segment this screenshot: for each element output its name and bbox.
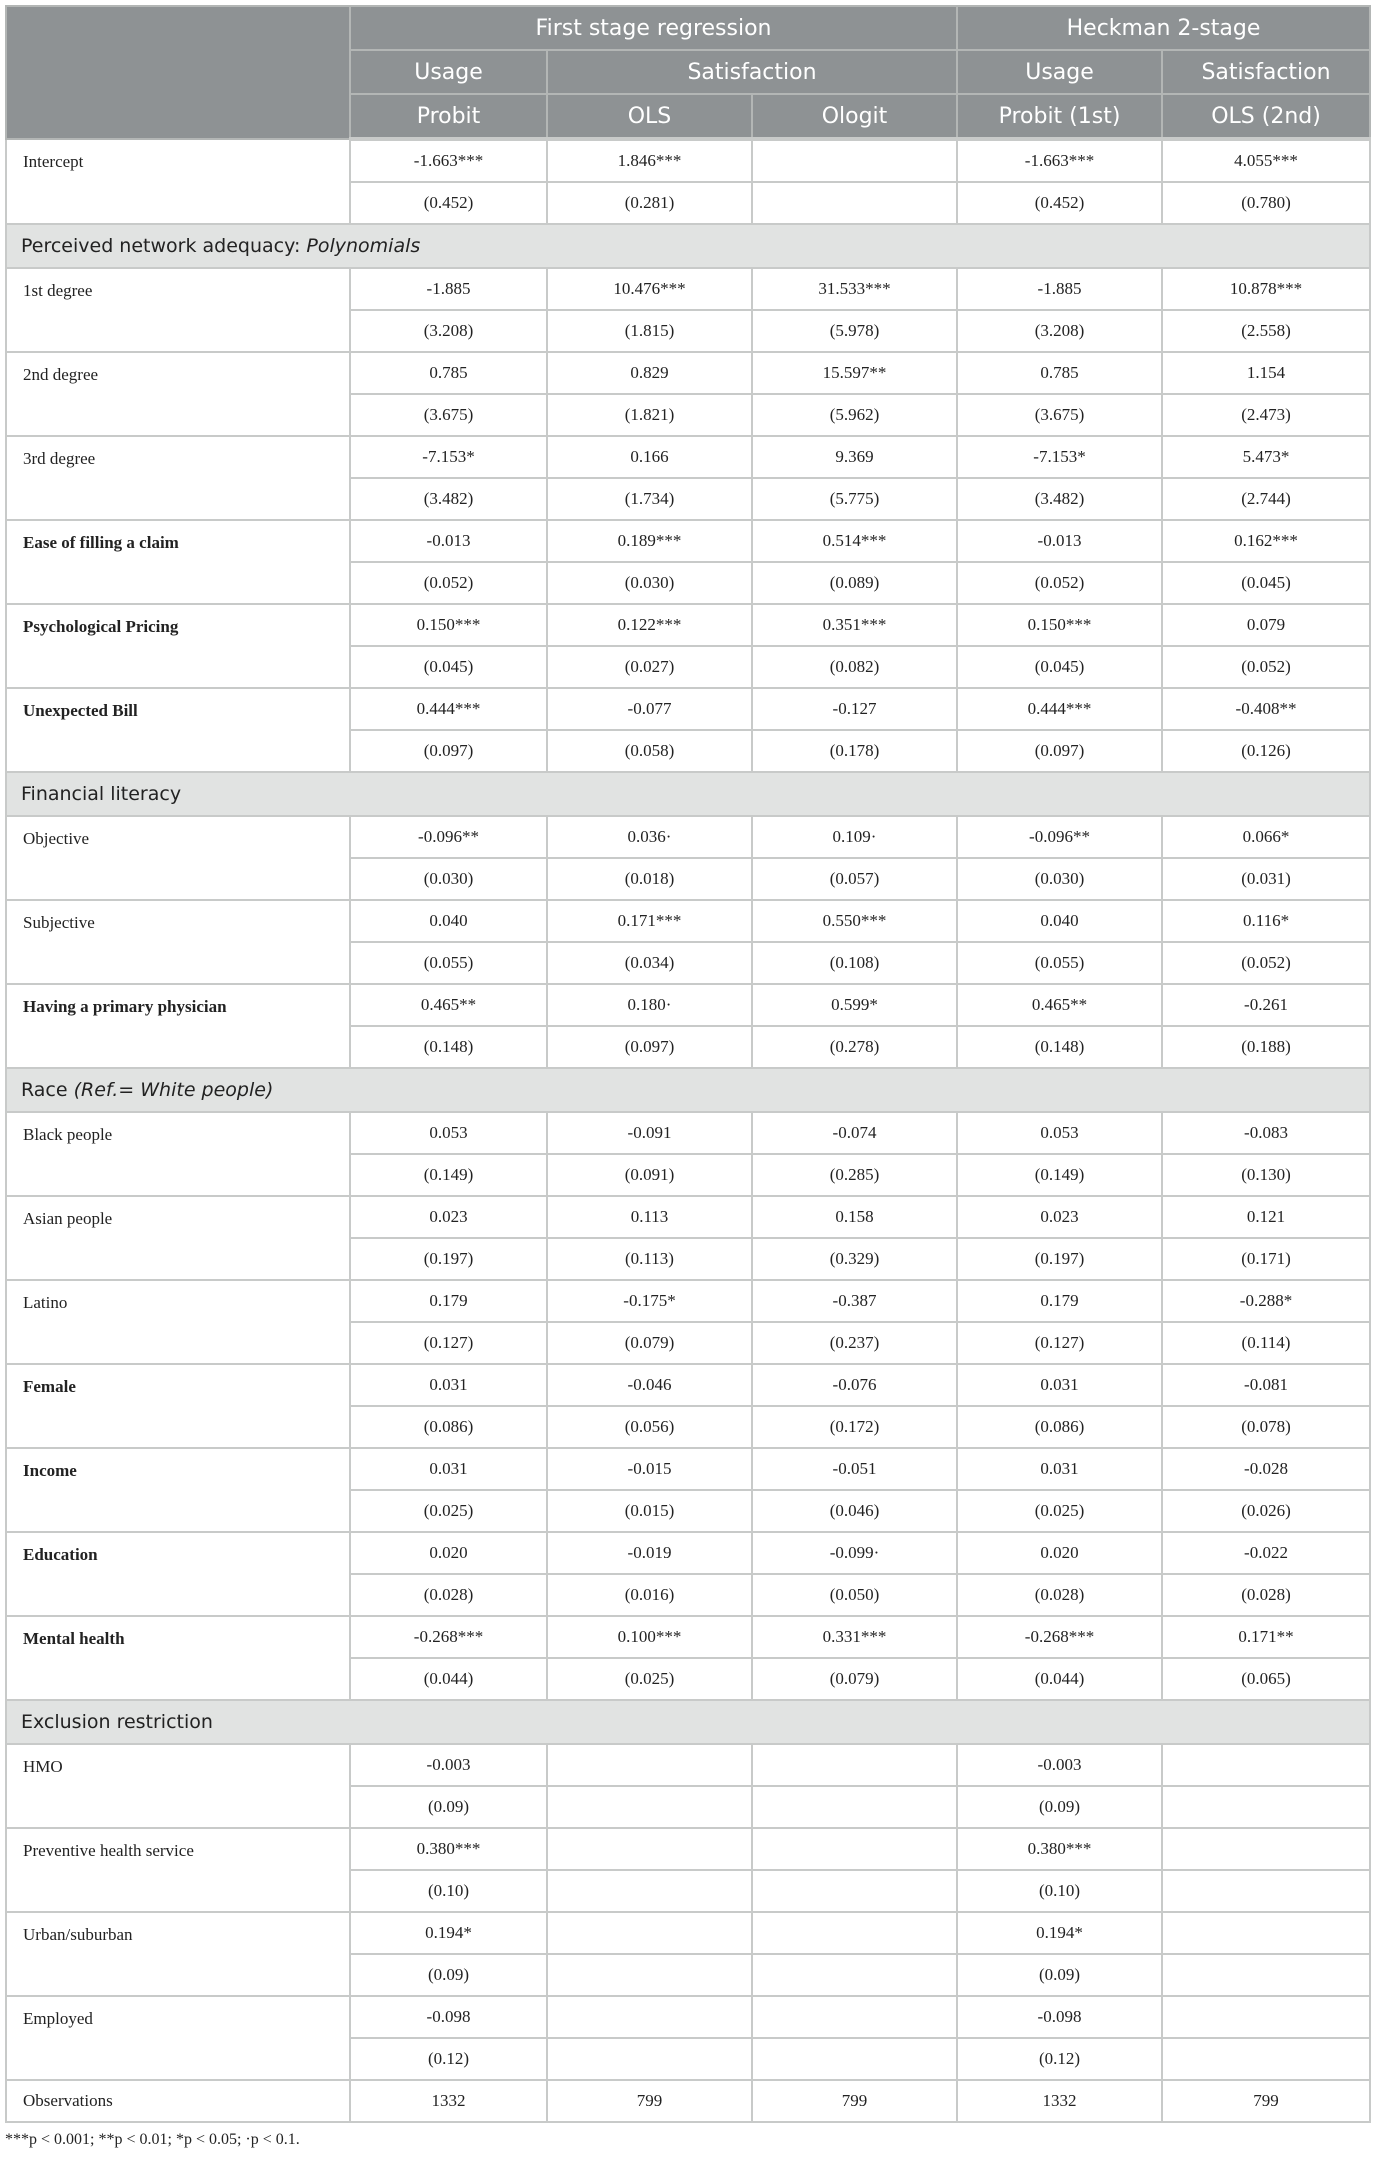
coef-row: [6, 1448, 1370, 1490]
se-cell: [1162, 1954, 1370, 1996]
se-cell: (0.086): [957, 1406, 1162, 1448]
coef-cell: 0.171***: [547, 900, 752, 942]
se-cell: (0.452): [350, 182, 547, 224]
variable-label: 2nd degree: [6, 352, 350, 436]
coef-row: [6, 352, 1370, 394]
se-cell: (0.065): [1162, 1658, 1370, 1700]
se-cell: (0.031): [1162, 858, 1370, 900]
se-cell: (3.208): [957, 310, 1162, 352]
section-row: [6, 224, 1370, 268]
coef-cell: -0.091: [547, 1112, 752, 1154]
variable-label: 3rd degree: [6, 436, 350, 520]
coef-cell: -0.076: [752, 1364, 957, 1406]
se-cell: (0.126): [1162, 730, 1370, 772]
coef-cell: 0.550***: [752, 900, 957, 942]
coef-cell: 0.331***: [752, 1616, 957, 1658]
se-cell: (0.044): [350, 1658, 547, 1700]
coef-cell: 0.189***: [547, 520, 752, 562]
se-cell: (5.978): [752, 310, 957, 352]
variable-label: Employed: [6, 1996, 350, 2080]
variable-label: Subjective: [6, 900, 350, 984]
se-cell: [547, 2038, 752, 2080]
se-cell: (0.148): [350, 1026, 547, 1068]
coef-cell: 1.846***: [547, 139, 752, 182]
coef-cell: 0.150***: [957, 604, 1162, 646]
section-italic: (Ref.= White people): [73, 1079, 274, 1101]
coef-cell: 0.023: [957, 1196, 1162, 1238]
se-cell: (0.09): [350, 1786, 547, 1828]
coef-cell: [1162, 1996, 1370, 2038]
se-cell: [752, 182, 957, 224]
se-cell: (0.050): [752, 1574, 957, 1616]
coef-cell: 0.158: [752, 1196, 957, 1238]
variable-label: Black people: [6, 1112, 350, 1196]
se-cell: (0.148): [957, 1026, 1162, 1068]
coef-row: [6, 816, 1370, 858]
coef-cell: 0.020: [350, 1532, 547, 1574]
coef-cell: 0.116*: [1162, 900, 1370, 942]
se-cell: (0.055): [350, 942, 547, 984]
observations-cell: 1332: [350, 2080, 547, 2122]
se-cell: (3.482): [350, 478, 547, 520]
header-model: Probit: [350, 94, 547, 139]
header-outcome-satisfaction: Satisfaction: [1162, 50, 1370, 94]
observations-cell: 1332: [957, 2080, 1162, 2122]
se-cell: (0.055): [957, 942, 1162, 984]
observations-cell: 799: [752, 2080, 957, 2122]
se-cell: (0.027): [547, 646, 752, 688]
coef-cell: 10.476***: [547, 268, 752, 310]
observations-label: Observations: [6, 2080, 350, 2122]
se-cell: (0.10): [957, 1870, 1162, 1912]
section-row: [6, 1068, 1370, 1112]
coef-row: [6, 1112, 1370, 1154]
se-cell: [752, 2038, 957, 2080]
header-model: OLS: [547, 94, 752, 139]
coef-cell: -0.387: [752, 1280, 957, 1322]
coef-cell: 0.444***: [350, 688, 547, 730]
section-row: [6, 1700, 1370, 1744]
se-cell: (0.097): [957, 730, 1162, 772]
se-cell: (0.12): [350, 2038, 547, 2080]
coef-cell: 0.180·: [547, 984, 752, 1026]
coef-cell: 0.194*: [350, 1912, 547, 1954]
se-cell: (0.086): [350, 1406, 547, 1448]
coef-cell: -0.127: [752, 688, 957, 730]
se-cell: (0.058): [547, 730, 752, 772]
se-cell: (0.091): [547, 1154, 752, 1196]
se-cell: (0.108): [752, 942, 957, 984]
se-cell: (0.178): [752, 730, 957, 772]
variable-label: Income: [6, 1448, 350, 1532]
coef-cell: -0.046: [547, 1364, 752, 1406]
section-label: [6, 1700, 1370, 1744]
coef-cell: -0.013: [957, 520, 1162, 562]
coef-cell: 0.599*: [752, 984, 957, 1026]
coef-row: [6, 1828, 1370, 1870]
coef-cell: -1.663***: [350, 139, 547, 182]
variable-label: Latino: [6, 1280, 350, 1364]
header-group-first-stage: First stage regression: [350, 6, 957, 50]
variable-label: Mental health: [6, 1616, 350, 1700]
coef-cell: 0.031: [957, 1448, 1162, 1490]
variable-label: Intercept: [6, 139, 350, 224]
coef-cell: 0.053: [350, 1112, 547, 1154]
coef-cell: [1162, 1828, 1370, 1870]
coef-cell: 0.023: [350, 1196, 547, 1238]
coef-row: [6, 1744, 1370, 1786]
coef-row: [6, 984, 1370, 1026]
coef-cell: -0.096**: [957, 816, 1162, 858]
coef-cell: 0.113: [547, 1196, 752, 1238]
se-cell: (0.052): [957, 562, 1162, 604]
coef-row: [6, 900, 1370, 942]
coef-cell: 0.162***: [1162, 520, 1370, 562]
coef-cell: 9.369: [752, 436, 957, 478]
se-cell: (0.045): [350, 646, 547, 688]
coef-cell: 10.878***: [1162, 268, 1370, 310]
coef-cell: -0.408**: [1162, 688, 1370, 730]
coef-cell: [547, 1744, 752, 1786]
header-blank: [6, 6, 350, 139]
coef-cell: 0.150***: [350, 604, 547, 646]
header-outcome-satisfaction: Satisfaction: [547, 50, 957, 94]
observations-row: [6, 2080, 1370, 2122]
variable-label: Psychological Pricing: [6, 604, 350, 688]
header-outcome-usage: Usage: [350, 50, 547, 94]
coef-row: [6, 688, 1370, 730]
coef-cell: -0.003: [350, 1744, 547, 1786]
se-cell: (0.044): [957, 1658, 1162, 1700]
observations-cell: 799: [547, 2080, 752, 2122]
se-cell: (0.172): [752, 1406, 957, 1448]
se-cell: (0.052): [1162, 942, 1370, 984]
coef-row: [6, 1280, 1370, 1322]
header-model: Probit (1st): [957, 94, 1162, 139]
se-cell: (2.558): [1162, 310, 1370, 352]
coef-cell: 5.473*: [1162, 436, 1370, 478]
variable-label: HMO: [6, 1744, 350, 1828]
coef-cell: -0.268***: [957, 1616, 1162, 1658]
se-cell: (0.10): [350, 1870, 547, 1912]
variable-label: Ease of filling a claim: [6, 520, 350, 604]
se-cell: (0.149): [957, 1154, 1162, 1196]
se-cell: (0.281): [547, 182, 752, 224]
se-cell: (0.452): [957, 182, 1162, 224]
se-cell: (0.025): [957, 1490, 1162, 1532]
coef-cell: [547, 1828, 752, 1870]
coef-cell: -0.268***: [350, 1616, 547, 1658]
table-header: [6, 6, 1370, 139]
coef-cell: [547, 1996, 752, 2038]
se-cell: (0.025): [350, 1490, 547, 1532]
coef-cell: 0.380***: [957, 1828, 1162, 1870]
section-text: Financial literacy: [21, 783, 182, 805]
coef-cell: -0.074: [752, 1112, 957, 1154]
section-label: [6, 224, 1370, 268]
se-cell: [752, 1870, 957, 1912]
coef-cell: -0.261: [1162, 984, 1370, 1026]
coef-cell: 0.031: [350, 1448, 547, 1490]
se-cell: (0.09): [957, 1786, 1162, 1828]
coef-cell: [1162, 1912, 1370, 1954]
variable-label: Asian people: [6, 1196, 350, 1280]
se-cell: (0.028): [350, 1574, 547, 1616]
se-cell: (0.130): [1162, 1154, 1370, 1196]
se-cell: [1162, 2038, 1370, 2080]
se-cell: (0.015): [547, 1490, 752, 1532]
coef-cell: 0.171**: [1162, 1616, 1370, 1658]
se-cell: (3.675): [350, 394, 547, 436]
coef-cell: 15.597**: [752, 352, 957, 394]
se-cell: [547, 1786, 752, 1828]
variable-label: Education: [6, 1532, 350, 1616]
coef-cell: [752, 1912, 957, 1954]
se-cell: (2.744): [1162, 478, 1370, 520]
coef-cell: -0.083: [1162, 1112, 1370, 1154]
se-cell: (0.030): [957, 858, 1162, 900]
se-cell: (0.089): [752, 562, 957, 604]
se-cell: (0.114): [1162, 1322, 1370, 1364]
coef-row: [6, 139, 1370, 182]
se-cell: (1.821): [547, 394, 752, 436]
coef-cell: 1.154: [1162, 352, 1370, 394]
coef-row: [6, 1616, 1370, 1658]
section-text: Perceived network adequacy:: [21, 235, 307, 257]
coef-row: [6, 520, 1370, 562]
coef-cell: 0.066*: [1162, 816, 1370, 858]
se-cell: (0.028): [1162, 1574, 1370, 1616]
se-cell: (5.962): [752, 394, 957, 436]
se-cell: (0.052): [350, 562, 547, 604]
coef-cell: 0.785: [957, 352, 1162, 394]
se-cell: (3.482): [957, 478, 1162, 520]
se-cell: (0.127): [957, 1322, 1162, 1364]
se-cell: (3.208): [350, 310, 547, 352]
se-cell: (0.046): [752, 1490, 957, 1532]
se-cell: (0.045): [1162, 562, 1370, 604]
se-cell: [547, 1954, 752, 1996]
se-cell: (0.079): [547, 1322, 752, 1364]
se-cell: (0.078): [1162, 1406, 1370, 1448]
coef-cell: 0.465**: [350, 984, 547, 1026]
coef-cell: -0.175*: [547, 1280, 752, 1322]
coef-row: [6, 604, 1370, 646]
se-cell: (0.127): [350, 1322, 547, 1364]
coef-cell: 0.122***: [547, 604, 752, 646]
header-model: OLS (2nd): [1162, 94, 1370, 139]
coef-cell: 0.785: [350, 352, 547, 394]
coef-cell: 0.031: [350, 1364, 547, 1406]
section-text: Race: [21, 1079, 74, 1101]
coef-row: [6, 1912, 1370, 1954]
se-cell: (0.285): [752, 1154, 957, 1196]
se-cell: [752, 1954, 957, 1996]
se-cell: (0.197): [957, 1238, 1162, 1280]
coef-cell: -0.003: [957, 1744, 1162, 1786]
coef-cell: [752, 1744, 957, 1786]
se-cell: (0.097): [350, 730, 547, 772]
se-cell: (0.034): [547, 942, 752, 984]
coef-cell: -0.028: [1162, 1448, 1370, 1490]
coef-cell: 31.533***: [752, 268, 957, 310]
coef-row: [6, 268, 1370, 310]
se-cell: (1.734): [547, 478, 752, 520]
variable-label: Urban/suburban: [6, 1912, 350, 1996]
variable-label: Objective: [6, 816, 350, 900]
se-cell: (0.237): [752, 1322, 957, 1364]
coef-row: [6, 1996, 1370, 2038]
coef-cell: -0.098: [350, 1996, 547, 2038]
header-model: Ologit: [752, 94, 957, 139]
coef-cell: -0.013: [350, 520, 547, 562]
coef-row: [6, 1532, 1370, 1574]
observations-cell: 799: [1162, 2080, 1370, 2122]
header-outcome-usage: Usage: [957, 50, 1162, 94]
coef-cell: 0.100***: [547, 1616, 752, 1658]
coef-cell: 0.166: [547, 436, 752, 478]
coef-cell: 0.109·: [752, 816, 957, 858]
se-cell: (0.030): [350, 858, 547, 900]
se-cell: (0.097): [547, 1026, 752, 1068]
header-group-heckman: Heckman 2-stage: [957, 6, 1370, 50]
se-cell: (0.780): [1162, 182, 1370, 224]
coef-cell: 0.380***: [350, 1828, 547, 1870]
coef-cell: -1.663***: [957, 139, 1162, 182]
coef-cell: -0.288*: [1162, 1280, 1370, 1322]
footnote: ***p < 0.001; **p < 0.01; *p < 0.05; ·p < 0.1.: [5, 2131, 300, 2148]
se-cell: (0.057): [752, 858, 957, 900]
coef-cell: 0.053: [957, 1112, 1162, 1154]
se-cell: (0.09): [350, 1954, 547, 1996]
se-cell: (0.025): [547, 1658, 752, 1700]
coef-cell: -0.015: [547, 1448, 752, 1490]
coef-cell: [752, 139, 957, 182]
se-cell: (0.113): [547, 1238, 752, 1280]
se-cell: (0.171): [1162, 1238, 1370, 1280]
variable-label: Having a primary physician: [6, 984, 350, 1068]
se-cell: [547, 1870, 752, 1912]
se-cell: (0.082): [752, 646, 957, 688]
coef-cell: 0.179: [957, 1280, 1162, 1322]
variable-label: Preventive health service: [6, 1828, 350, 1912]
coef-cell: 0.829: [547, 352, 752, 394]
coef-cell: -0.096**: [350, 816, 547, 858]
coef-cell: -0.019: [547, 1532, 752, 1574]
se-cell: [752, 1786, 957, 1828]
coef-cell: [752, 1828, 957, 1870]
se-cell: [1162, 1870, 1370, 1912]
coef-row: [6, 1364, 1370, 1406]
coef-cell: 0.351***: [752, 604, 957, 646]
section-label: [6, 1068, 1370, 1112]
se-cell: (2.473): [1162, 394, 1370, 436]
coef-cell: 0.040: [350, 900, 547, 942]
coef-cell: -0.077: [547, 688, 752, 730]
regression-table-container: [5, 5, 1369, 2149]
se-cell: (1.815): [547, 310, 752, 352]
coef-cell: -1.885: [957, 268, 1162, 310]
se-cell: (0.052): [1162, 646, 1370, 688]
coef-cell: 0.444***: [957, 688, 1162, 730]
coef-cell: 4.055***: [1162, 139, 1370, 182]
coef-cell: -7.153*: [350, 436, 547, 478]
coef-cell: -0.099·: [752, 1532, 957, 1574]
se-cell: (0.056): [547, 1406, 752, 1448]
coef-cell: 0.465**: [957, 984, 1162, 1026]
coef-cell: -7.153*: [957, 436, 1162, 478]
variable-label: 1st degree: [6, 268, 350, 352]
se-cell: (0.030): [547, 562, 752, 604]
coef-cell: -0.098: [957, 1996, 1162, 2038]
se-cell: (0.028): [957, 1574, 1162, 1616]
section-row: [6, 772, 1370, 816]
coef-cell: 0.121: [1162, 1196, 1370, 1238]
coef-cell: 0.179: [350, 1280, 547, 1322]
section-italic: Polynomials: [306, 235, 421, 257]
se-cell: (0.278): [752, 1026, 957, 1068]
se-cell: (0.197): [350, 1238, 547, 1280]
se-cell: (0.149): [350, 1154, 547, 1196]
coef-cell: -0.051: [752, 1448, 957, 1490]
coef-cell: [547, 1912, 752, 1954]
coef-row: [6, 1196, 1370, 1238]
se-cell: (0.09): [957, 1954, 1162, 1996]
coef-cell: [752, 1996, 957, 2038]
variable-label: Unexpected Bill: [6, 688, 350, 772]
coef-cell: 0.194*: [957, 1912, 1162, 1954]
se-cell: (0.188): [1162, 1026, 1370, 1068]
se-cell: (5.775): [752, 478, 957, 520]
coef-cell: -1.885: [350, 268, 547, 310]
se-cell: (0.016): [547, 1574, 752, 1616]
coef-cell: -0.081: [1162, 1364, 1370, 1406]
se-cell: (3.675): [957, 394, 1162, 436]
coef-cell: 0.020: [957, 1532, 1162, 1574]
se-cell: [1162, 1786, 1370, 1828]
coef-cell: 0.040: [957, 900, 1162, 942]
coef-cell: 0.079: [1162, 604, 1370, 646]
coef-cell: 0.036·: [547, 816, 752, 858]
variable-label: Female: [6, 1364, 350, 1448]
coef-cell: 0.031: [957, 1364, 1162, 1406]
se-cell: (0.018): [547, 858, 752, 900]
coef-cell: [1162, 1744, 1370, 1786]
coef-row: [6, 436, 1370, 478]
se-cell: (0.026): [1162, 1490, 1370, 1532]
se-cell: (0.12): [957, 2038, 1162, 2080]
table-body: [6, 139, 1370, 2122]
regression-table: [5, 5, 1371, 2123]
se-cell: (0.079): [752, 1658, 957, 1700]
coef-cell: -0.022: [1162, 1532, 1370, 1574]
se-cell: (0.045): [957, 646, 1162, 688]
section-label: [6, 772, 1370, 816]
coef-cell: 0.514***: [752, 520, 957, 562]
se-cell: (0.329): [752, 1238, 957, 1280]
section-text: Exclusion restriction: [21, 1711, 213, 1733]
